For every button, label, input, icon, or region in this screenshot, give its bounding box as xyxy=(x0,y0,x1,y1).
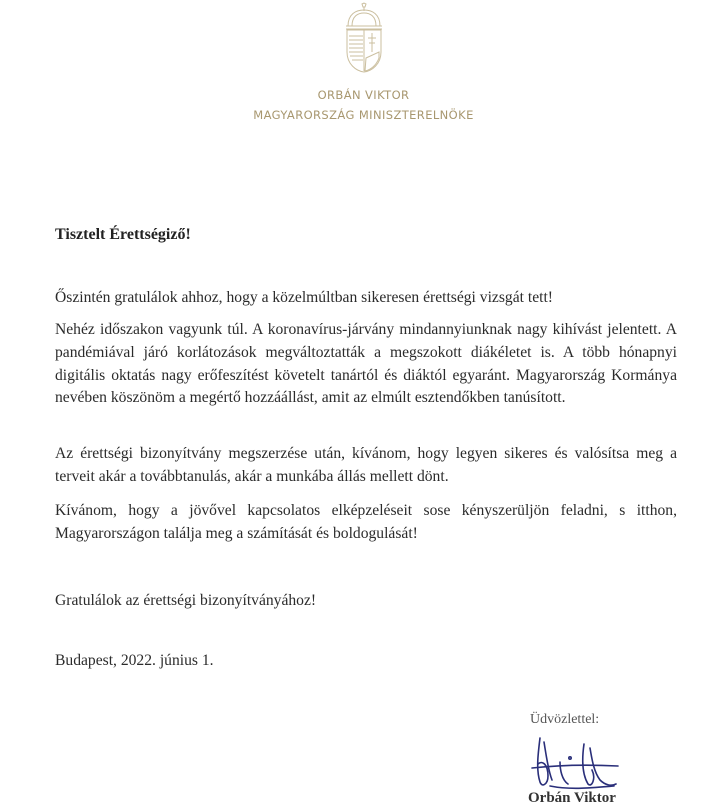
signer-name: Orbán Viktor xyxy=(528,790,616,806)
letterhead-title: MAGYARORSZÁG MINISZTERELNÖKE xyxy=(253,108,474,122)
salutation: Tisztelt Érettségiző! xyxy=(55,226,191,243)
closing: Üdvözlettel: xyxy=(530,712,600,727)
hungarian-coat-of-arms-icon xyxy=(342,2,386,74)
letterhead-name: ORBÁN VIKTOR xyxy=(317,88,410,102)
handwritten-signature-icon xyxy=(530,734,620,794)
paragraph-congratulation: Őszintén gratulálok ahhoz, hogy a közelmúltban sikeresen érettségi vizsgát tett! xyxy=(55,289,553,306)
paragraph-future: Kívánom, hogy a jövővel kapcsolatos elképzeléseit sose kényszerüljön feladni, s itthon, Magyarországon találja meg a számítását és boldogulását! xyxy=(55,502,677,542)
paragraph-final-congrats: Gratulálok az érettségi bizonyítványához! xyxy=(55,592,317,609)
paragraph-wishes: Az érettségi bizonyítvány megszerzése után, kívánom, hogy legyen sikeres és valósítsa meg a terveit akár a továbbtanulás, akár a munkába állás mellett dönt. xyxy=(55,445,677,485)
paragraph-pandemic: Nehéz időszakon vagyunk túl. A koronavírus-járvány mindannyiunknak nagy kihívást jelentett. A pandémiával járó korlátozások megváltoztatták a megszokott diákéletet is. A több hónapnyi digitális oktatás nagy erőfeszítést követelt tanártól és diáktól egyaránt. Magyarország Kormánya nevében köszönöm a megértő hozzáállást, amit az elmúlt esztendőkben tanúsított. xyxy=(55,321,677,407)
place-date: Budapest, 2022. június 1. xyxy=(55,652,214,669)
